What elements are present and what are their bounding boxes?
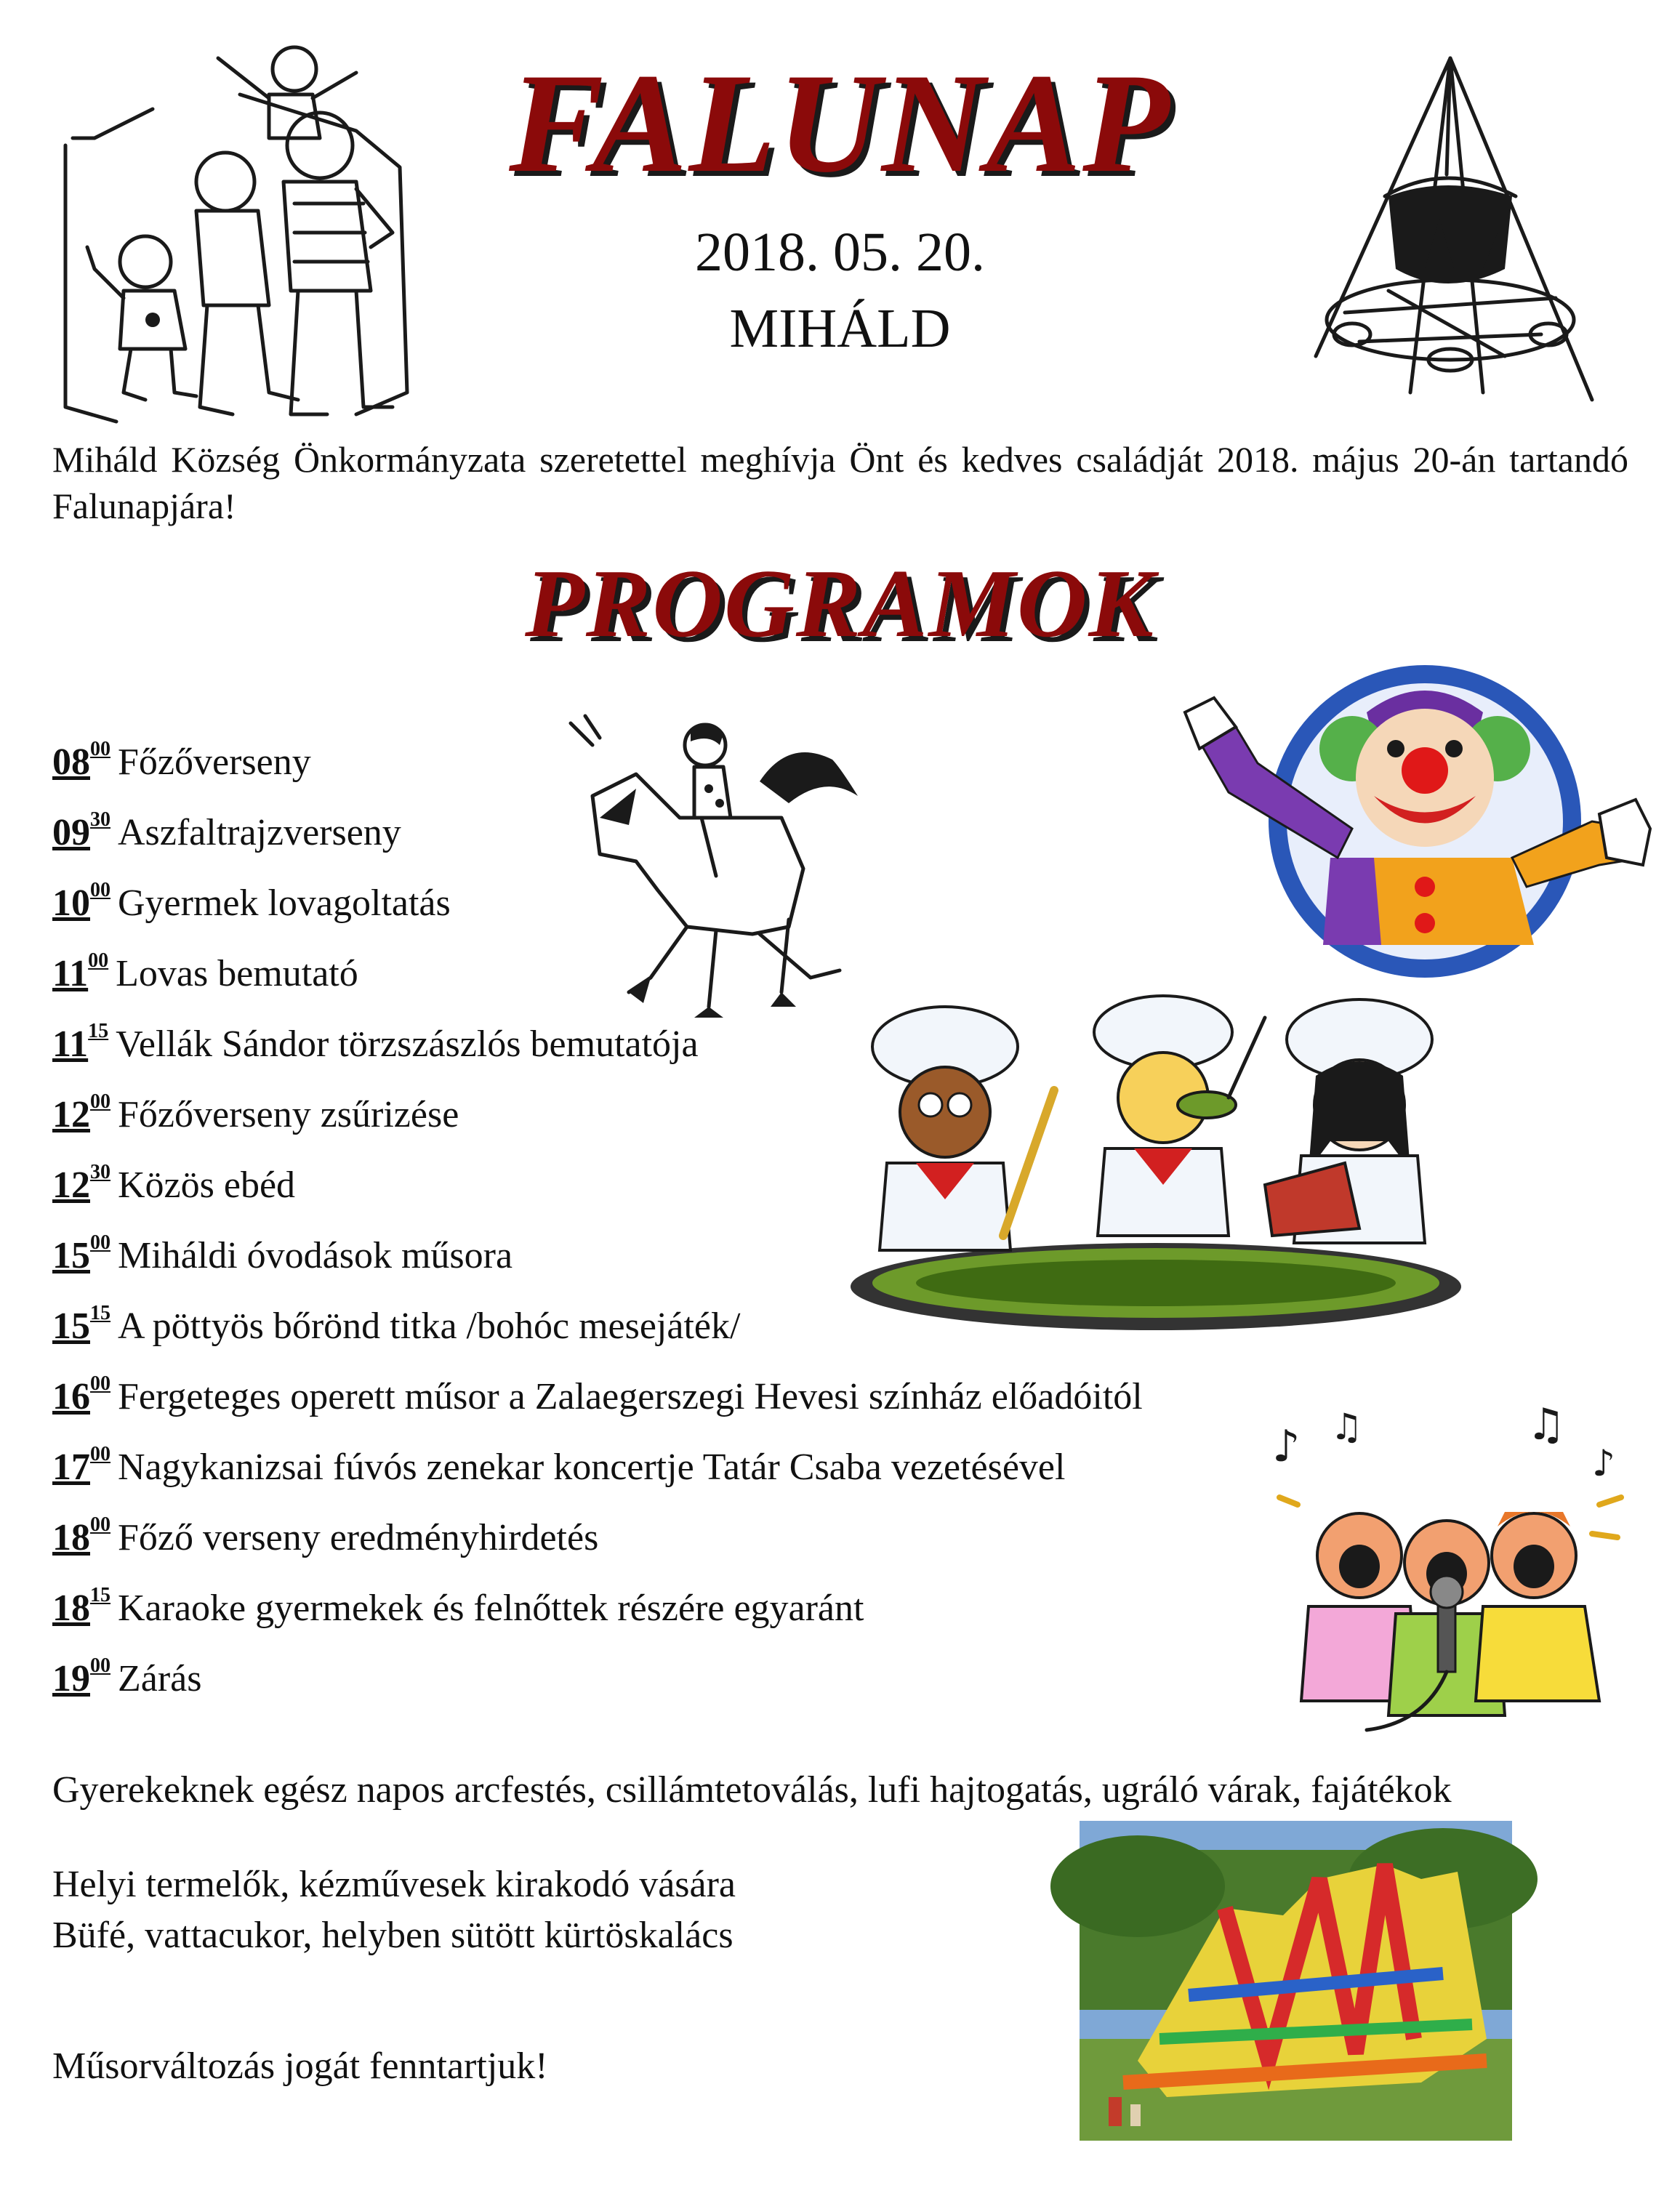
schedule-minute: 00 [90,1443,110,1465]
schedule-minute: 00 [90,1654,110,1677]
schedule-minute: 15 [88,1020,109,1042]
schedule-text: Zárás [118,1658,202,1699]
buffet-note: Büfé, vattacukor, helyben sütött kürtöskalács [52,1915,734,1956]
schedule-hour: 18 [52,1588,90,1629]
schedule-text: Nagykanizsai fúvós zenekar koncertje Tatár Csaba vezetésével [118,1446,1066,1488]
schedule-hour: 18 [52,1517,90,1558]
schedule-hour: 19 [52,1658,90,1699]
horse-rider-illustration-icon [571,716,858,1021]
schedule-text: Főzőverseny [118,741,311,783]
schedule-text: Miháldi óvodások műsora [118,1235,513,1276]
schedule-text: Vellák Sándor törzszászlós bemutatója [116,1023,699,1065]
schedule-text: Főzőverseny zsűrizése [118,1094,459,1135]
schedule-minute: 00 [90,1372,110,1395]
programs-heading: PROGRAMOK [525,550,1155,657]
svg-text:♫: ♫ [1527,1399,1566,1450]
schedule-text: Közös ebéd [118,1164,296,1206]
schedule-hour: 11 [52,953,89,994]
schedule-minute: 00 [90,1231,110,1254]
rights-reserved-note: Műsorváltozás jogát fenntartjuk! [52,2045,548,2087]
event-place: MIHÁLD [729,298,951,359]
schedule-hour: 09 [52,812,90,853]
schedule-text: Karaoke gyermekek és felnőttek részére egyaránt [118,1588,864,1629]
schedule-text: Főző verseny eredményhirdetés [118,1517,599,1558]
campfire-cauldron-illustration-icon [1301,51,1607,407]
schedule-item [52,1499,1361,1569]
schedule-minute: 30 [90,1161,110,1183]
schedule-hour: 17 [52,1446,90,1488]
page-title: FALUNAP [509,44,1171,202]
event-date: 2018. 05. 20. [695,222,985,283]
schedule-text: A pöttyös bőrönd titka /bohóc mesejáték/ [118,1305,741,1347]
schedule-hour: 10 [52,882,90,924]
schedule-hour: 15 [52,1235,90,1276]
intro-paragraph: Miháld Község Önkormányzata szeretettel meghívja Önt és kedves családját 2018. május 20-án tartandó Falunapjára! [52,439,1628,526]
schedule-minute: 15 [90,1302,110,1324]
schedule-hour: 12 [52,1164,90,1206]
schedule-item [52,1569,1361,1640]
clown-illustration-icon [1185,640,1650,974]
schedule-hour: 15 [52,1305,90,1347]
schedule-minute: 00 [90,1513,110,1536]
schedule-minute: 00 [90,1090,110,1113]
schedule-minute: 30 [90,808,110,831]
schedule-hour: 08 [52,741,90,783]
local-market-note: Helyi termelők, kézművesek kirakodó vására [52,1864,736,1905]
schedule-hour: 12 [52,1094,90,1135]
kids-activities-note: Gyerekeknek egész napos arcfestés, csillámtetoválás, lufi hajtogatás, ugráló várak, fajátékok [52,1769,1452,1811]
bouncy-castle-photo-icon [1080,1821,1512,2141]
schedule-hour: 16 [52,1376,90,1417]
schedule-text: Lovas bemutató [116,953,358,994]
schedule-minute: 00 [90,879,110,901]
schedule-item [52,1640,1361,1710]
schedule-text: Gyermek lovagoltatás [118,882,451,924]
cooking-chefs-illustration-icon [836,996,1476,1330]
schedule-hour: 11 [52,1023,89,1065]
svg-text:♪: ♪ [1272,1421,1301,1472]
schedule-minute: 00 [90,738,110,760]
schedule-text: Fergeteges operett műsor a Zalaegerszegi Hevesi színház előadóitól [118,1376,1143,1417]
svg-text:♫: ♫ [1330,1406,1363,1448]
karaoke-singers-illustration-icon [1258,1399,1636,1737]
schedule-minute: 15 [90,1584,110,1606]
schedule-text: Aszfaltrajzverseny [118,812,401,853]
schedule-item [52,1358,1361,1428]
svg-text:♪: ♪ [1592,1442,1615,1484]
family-illustration-icon [51,29,443,436]
schedule-minute: 00 [88,949,109,972]
schedule-item [52,1428,1361,1499]
